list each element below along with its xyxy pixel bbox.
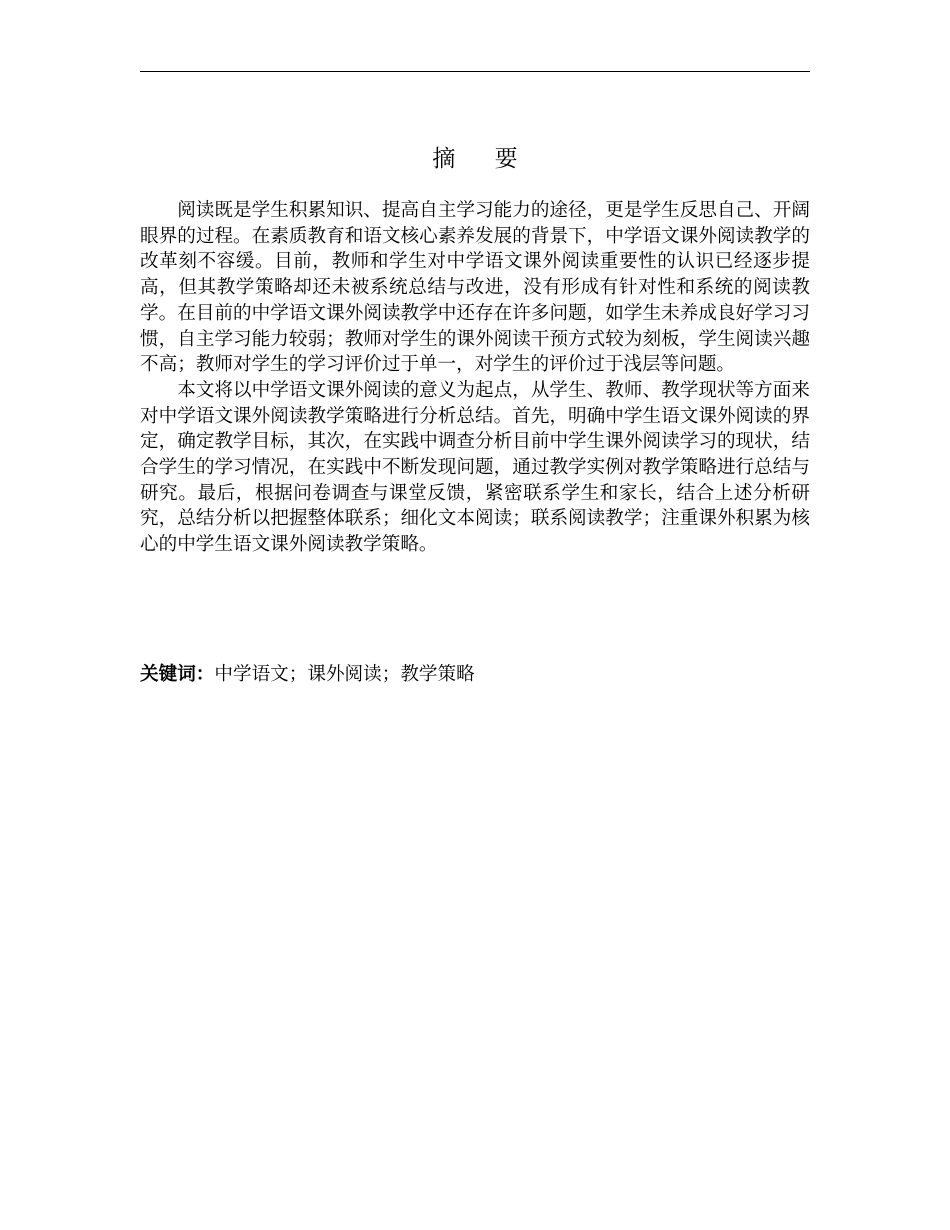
keywords-line [140,662,810,688]
abstract-title: 摘 要 [432,146,534,172]
abstract-paragraph-2: 本文将以中学语文课外阅读的意义为起点，从学生、教师、教学现状等方面来对中学语文课外阅读教学策略进行分析总结。首先，明确中学生语文课外阅读的界定，确定教学目标，其次，在实践中调查分析目前中学生课外阅读学习的现状，结合学生的学习情况，在实践中不断发现问题，通过教学实例对教学策略进行总结与研究。最后，根据问卷调查与课堂反馈，紧密联系学生和家长，结合上述分析研究，总结分析以把握整体联系；细化文本阅读；联系阅读教学；注重课外积累为核心的中学生语文课外阅读教学策略。 [140,379,810,556]
keywords-value: 中学语文；课外阅读；教学策略 [214,664,475,685]
keywords-label: 关键词： [140,664,215,685]
abstract-paragraph-1: 阅读既是学生积累知识、提高自主学习能力的途径，更是学生反思自己、开阔眼界的过程。在素质教育和语文核心素养发展的背景下，中学语文课外阅读教学的改革刻不容缓。目前，教师和学生对中学语文课外阅读重要性的认识已经逐步提高，但其教学策略却还未被系统总结与改进，没有形成有针对性和系统的阅读教学。在目前的中学语文课外阅读教学中还存在许多问题，如学生未养成良好学习习惯，自主学习能力较弱；教师对学生的课外阅读干预方式较为刻板，学生阅读兴趣不高；教师对学生的学习评价过于单一，对学生的评价过于浅层等问题。 [140,200,810,376]
document-page [140,0,810,1230]
abstract-body [140,198,810,558]
header-rule [140,71,810,72]
